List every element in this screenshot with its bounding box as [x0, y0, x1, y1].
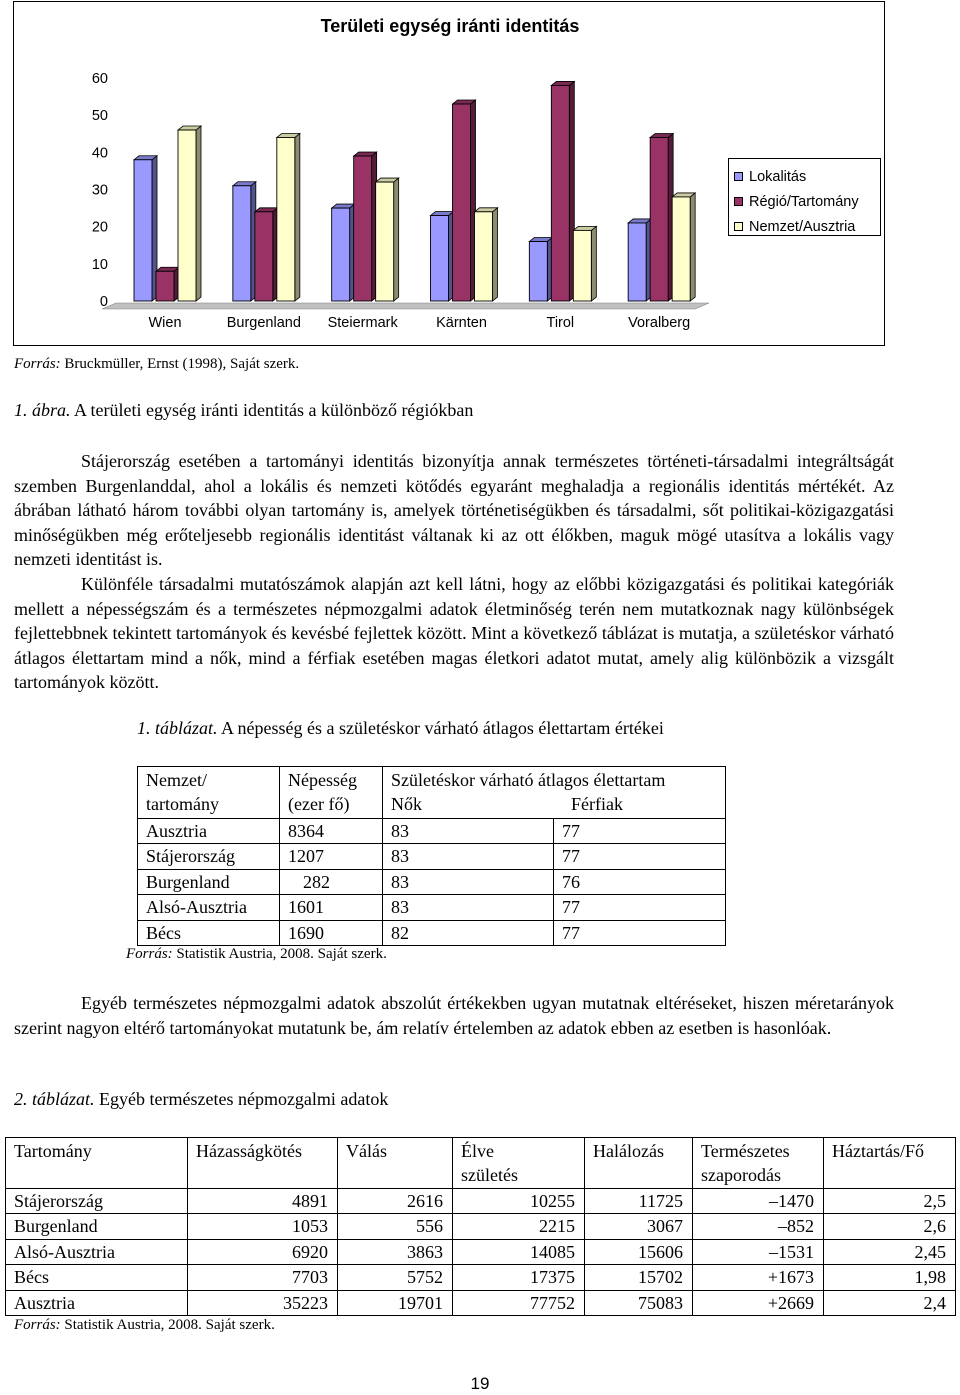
table2-header-cell: Halálozás: [593, 1141, 664, 1161]
y-tick-label: 30: [91, 182, 108, 199]
bar: [255, 212, 273, 301]
table1-header-cell: Születéskor várható átlagos élettartam: [391, 770, 666, 790]
legend-item-nemzet: [734, 214, 880, 239]
bar-side: [591, 226, 596, 301]
chart-legend: [728, 158, 881, 236]
figure-caption-text: A területi egység iránti identitás a különböző régiókban: [70, 400, 474, 420]
paragraph-1: Stájerország esetében a tartományi identitás bizonyítja annak természetes történeti-társadalmi integráltságát szemben Burgenlanddal, ahol a lokális és nemzeti kötődés egyaránt meghaladja a regionális identitás mértékét. Az ábrában látható három további olyan tartomány is, amelyek történetiségükben és társadalmi, sőt politikai-közigazgatási minőségükben még erőteljesebb regionális identitást váltanak ki az ott élőkben, maguk mögé utasítva a lokális vagy nemzeti identitást is.: [14, 451, 894, 569]
table-rule: [584, 1137, 585, 1316]
table2-cell: 14085: [530, 1241, 575, 1262]
table1-cell-women: 83: [391, 846, 409, 867]
y-tick-label: 40: [91, 145, 108, 162]
y-tick-label: 60: [91, 71, 108, 87]
table2-cell: –1531: [769, 1241, 814, 1262]
figure-source-label: Forrás:: [14, 356, 61, 372]
bar: [628, 223, 646, 301]
table1-row-label: Ausztria: [146, 821, 207, 841]
table1-cell-women: 83: [391, 871, 409, 892]
table1-header-cell: Nők: [391, 794, 422, 814]
bar-side: [394, 178, 399, 301]
table-rule: [5, 1137, 6, 1316]
table-rule: [279, 766, 280, 946]
table2-cell: 3863: [407, 1241, 443, 1262]
bar: [573, 230, 591, 301]
x-tick-label: Tirol: [546, 315, 575, 331]
legend-item-lokalitas: [734, 164, 880, 189]
table-rule: [553, 818, 554, 946]
figure-caption-number: 1. ábra.: [14, 400, 71, 420]
table2-row-label: Stájerország: [14, 1191, 103, 1211]
bar: [431, 216, 449, 301]
table2-cell: 3067: [647, 1216, 683, 1237]
figure-source-text: Bruckmüller, Ernst (1998), Saját szerk.: [60, 356, 300, 372]
table2-cell: 11725: [638, 1191, 683, 1211]
legend-label: Lokalitás: [749, 168, 807, 185]
table1-row-label: Bécs: [146, 922, 181, 943]
table1-caption: [137, 718, 664, 739]
table-rule: [5, 1315, 956, 1316]
table1-header-cell: Férfiak: [571, 794, 623, 814]
table2-caption-number: 2. táblázat.: [14, 1089, 95, 1109]
table2-cell: +2669: [767, 1292, 814, 1313]
bar-side: [493, 208, 498, 301]
table2-cell: 556: [416, 1216, 443, 1237]
table2-cell: 5752: [407, 1267, 443, 1288]
table1-header-cell: (ezer fő): [288, 794, 350, 814]
paragraph-3: Egyéb természetes népmozgalmi adatok abszolút értékekben ugyan mutatnak eltéréseket, hiszen méretarányok szerint nagyon eltérő tartományokat mutatunk be, ám relatív értelemben az adatok ebben az esetben is hasonlóak.: [14, 993, 894, 1038]
table-rule: [955, 1137, 956, 1316]
table1-header-cell: tartomány: [146, 794, 219, 814]
table2-cell: 2215: [539, 1216, 575, 1237]
bar-side: [295, 133, 300, 301]
bar: [156, 271, 174, 301]
table1-cell-women: 83: [391, 821, 409, 841]
table-rule: [692, 1137, 693, 1316]
legend-item-regio: [734, 189, 880, 214]
table1-cell-women: 82: [391, 922, 409, 943]
table2-cell: +1673: [767, 1267, 814, 1288]
chart-title: Területi egység iránti identitás: [320, 16, 580, 36]
table2-cell: 77752: [530, 1292, 575, 1313]
table-rule: [187, 1137, 188, 1316]
bar: [551, 85, 569, 301]
table1-source-label: Forrás:: [126, 946, 173, 962]
table1-cell-population: 1207: [288, 846, 324, 867]
table2-cell: 19701: [398, 1292, 443, 1313]
figure-caption: [14, 400, 473, 421]
bar: [650, 137, 668, 301]
table2-header-cell: szaporodás: [701, 1165, 781, 1185]
chart-floor: [102, 303, 709, 309]
table2-row-label: Bécs: [14, 1267, 49, 1288]
x-tick-label: Kärnten: [436, 315, 487, 331]
table2-row-label: Burgenland: [14, 1216, 98, 1237]
bar: [277, 137, 295, 301]
table-rule: [823, 1137, 824, 1316]
bar: [178, 130, 196, 301]
table2-header-cell: Tartomány: [14, 1141, 92, 1161]
table1-row-label: Stájerország: [146, 846, 235, 867]
table-rule: [137, 869, 726, 870]
table2-cell: 15606: [638, 1241, 683, 1262]
table2-cell: 1053: [292, 1216, 328, 1237]
y-tick-label: 0: [99, 294, 108, 310]
table-rule: [137, 843, 726, 844]
table2-cell: –1470: [769, 1191, 814, 1211]
x-tick-label: Wien: [148, 315, 182, 331]
legend-label: Nemzet/Ausztria: [749, 218, 856, 235]
table2-header-cell: Élve: [461, 1141, 494, 1161]
table2-header-cell: Válás: [346, 1141, 387, 1161]
paragraph-2: Különféle társadalmi mutatószámok alapján azt kell látni, hogy az előbbi közigazgatási és politikai kategóriák mellett a népességszám és a természetes népmozgalmi adatok életminőség terén nem mutatkoznak nagy különbségek fejlettebbnek tekintett tartományok és kevésbé fejlettek között. Mint a következő táblázat is mutatja, a születéskor várható átlagos élettartam mind a nők, mind a férfiak esetében magas életkori adatot mutat, amely alig különbözik a vizsgált tartományok között.: [14, 574, 894, 692]
table2-cell: 2,4: [923, 1292, 946, 1313]
legend-swatch: [734, 172, 743, 181]
table-rule: [452, 1137, 453, 1316]
table1-caption-number: 1. táblázat.: [137, 718, 218, 738]
table1-cell-men: 76: [562, 871, 580, 892]
bar: [354, 156, 372, 301]
table2-cell: 75083: [638, 1292, 683, 1313]
table1-row-label: Alsó-Ausztria: [146, 897, 247, 918]
table-rule: [5, 1213, 956, 1214]
table2-cell: 17375: [530, 1267, 575, 1288]
legend-swatch: [734, 197, 743, 206]
table-rule: [137, 818, 726, 819]
table-rule: [5, 1137, 956, 1138]
table1-header-cell: Népesség: [288, 770, 357, 790]
table1-cell-population: 8364: [288, 821, 324, 841]
table2-source-text: Statistik Austria, 2008. Saját szerk.: [60, 1317, 275, 1333]
table2-cell: 2616: [407, 1191, 443, 1211]
table-rule: [137, 920, 726, 921]
table-rule: [137, 894, 726, 895]
bar-side: [196, 126, 201, 301]
table1-source: [126, 946, 387, 963]
table1-cell-women: 83: [391, 897, 409, 918]
y-tick-label: 50: [91, 108, 108, 125]
table2-caption-text: Egyéb természetes népmozgalmi adatok: [94, 1089, 389, 1109]
table2-cell: 1,98: [914, 1267, 946, 1288]
bar: [453, 104, 471, 301]
table2-header-cell: Természetes: [701, 1141, 790, 1161]
table-rule: [5, 1290, 956, 1291]
table-rule: [137, 766, 726, 767]
table1-cell-men: 77: [562, 922, 580, 943]
table-rule: [725, 766, 726, 946]
table-rule: [5, 1188, 956, 1189]
x-tick-label: Burgenland: [226, 315, 301, 331]
x-tick-label: Steiermark: [327, 315, 398, 331]
table1-cell-population: 282: [303, 871, 330, 892]
table2-header-cell: születés: [461, 1165, 518, 1185]
table1-cell-men: 77: [562, 821, 580, 841]
bar: [672, 197, 690, 301]
table2-source: [14, 1317, 275, 1334]
table1-source-text: Statistik Austria, 2008. Saját szerk.: [172, 946, 387, 962]
table2-source-label: Forrás:: [14, 1317, 61, 1333]
table1-cell-population: 1601: [288, 897, 324, 918]
table2-cell: –852: [778, 1216, 814, 1237]
bar: [475, 212, 493, 301]
table1-cell-men: 77: [562, 897, 580, 918]
table2-row-label: Alsó-Ausztria: [14, 1241, 115, 1262]
bar: [233, 186, 251, 301]
table-rule: [337, 1137, 338, 1316]
table1-caption-text: A népesség és a születéskor várható átlagos élettartam értékei: [217, 718, 664, 738]
table1-row-label: Burgenland: [146, 871, 230, 892]
table2-cell: 2,45: [914, 1241, 946, 1262]
table2-cell: 7703: [292, 1267, 328, 1288]
table2-cell: 2,5: [923, 1191, 946, 1211]
table-rule: [5, 1239, 956, 1240]
table1-header-cell: Nemzet/: [146, 770, 207, 790]
bar: [376, 182, 394, 301]
legend-label: Régió/Tartomány: [749, 193, 859, 210]
table-rule: [382, 766, 383, 946]
y-tick-label: 10: [91, 256, 108, 273]
table2-cell: 35223: [283, 1292, 328, 1313]
table2-caption: [14, 1089, 388, 1110]
table-rule: [5, 1264, 956, 1265]
table2-cell: 10255: [530, 1191, 575, 1211]
page-number: 19: [470, 1374, 490, 1393]
bar-side: [690, 193, 695, 301]
bar: [529, 242, 547, 301]
table2-cell: 6920: [292, 1241, 328, 1262]
table2-row-label: Ausztria: [14, 1292, 75, 1313]
table-rule: [137, 766, 138, 946]
y-tick-label: 20: [91, 219, 108, 236]
table1-cell-population: 1690: [288, 922, 324, 943]
table2-cell: 4891: [292, 1191, 328, 1211]
x-tick-label: Voralberg: [628, 315, 691, 331]
table2-header-cell: Háztartás/Fő: [832, 1141, 924, 1161]
table1-cell-men: 77: [562, 846, 580, 867]
table2-cell: 2,6: [923, 1216, 946, 1237]
legend-swatch: [734, 222, 743, 231]
table2-header-cell: Házasságkötés: [196, 1141, 302, 1161]
bar: [134, 160, 152, 301]
figure-source: [14, 356, 299, 373]
table2-cell: 15702: [638, 1267, 683, 1288]
bar: [332, 208, 350, 301]
